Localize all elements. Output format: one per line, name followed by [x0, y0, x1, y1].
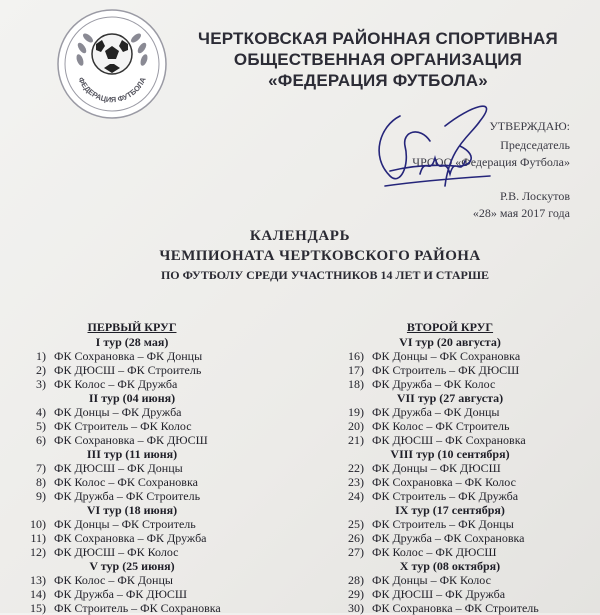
match-number: 6): [36, 433, 46, 447]
match-row: [22, 363, 272, 377]
match-number: 15): [30, 601, 46, 615]
match-row: [22, 545, 272, 559]
match-row: [22, 377, 272, 391]
match-number: 16): [348, 349, 364, 363]
tour-heading: III тур (11 июня): [86, 447, 178, 461]
tour-heading: VI тур (20 августа): [399, 335, 501, 349]
tour-heading: VII тур (27 августа): [396, 391, 504, 405]
match-teams: ФК Дружба – ФК Строитель: [54, 489, 201, 503]
approver-position: Председатель: [500, 138, 570, 152]
org-line-3: «ФЕДЕРАЦИЯ ФУТБОЛА»: [268, 71, 488, 90]
tour-heading: V тур (25 июня): [89, 559, 175, 573]
first-round-title: ПЕРВЫЙ КРУГ: [87, 320, 177, 334]
match-number: 19): [348, 405, 364, 419]
match-number: 30): [348, 601, 364, 615]
tour-heading: VIII тур (10 сентября): [390, 447, 510, 461]
match-number: 26): [348, 531, 364, 545]
match-number: 5): [36, 419, 46, 433]
second-round-title: ВТОРОЙ КРУГ: [406, 320, 494, 334]
match-teams: ФК Сохрановка – ФК Колос: [372, 475, 516, 489]
organization-name: [178, 28, 578, 91]
football-icon: [92, 34, 132, 74]
match-teams: ФК Колос – ФК Донцы: [54, 573, 173, 587]
second-round: [340, 320, 580, 615]
match-number: 24): [348, 489, 364, 503]
match-teams: ФК Дружба – ФК Сохрановка: [372, 531, 525, 545]
match-row: [22, 587, 272, 601]
tour-heading: VI тур (18 июня): [86, 503, 178, 517]
federation-logo: [56, 8, 168, 120]
match-number: 29): [348, 587, 364, 601]
match-teams: ФК Строитель – ФК Сохрановка: [54, 601, 221, 615]
match-number: 20): [348, 419, 364, 433]
org-line-1: ЧЕРТКОВСКАЯ РАЙОННАЯ СПОРТИВНАЯ: [198, 29, 558, 48]
title-line-1: КАЛЕНДАРЬ: [249, 228, 351, 244]
match-number: 14): [30, 587, 46, 601]
match-row: [22, 405, 272, 419]
approver-organization: ЧРСОО «Федерация Футбола»: [412, 155, 570, 169]
match-teams: ФК Дружба – ФК ДЮСШ: [54, 587, 188, 601]
match-number: 11): [30, 531, 46, 545]
approve-label: УТВЕРЖДАЮ:: [489, 119, 570, 133]
match-teams: ФК Донцы – ФК Колос: [372, 573, 491, 587]
first-round: [22, 320, 272, 615]
match-number: 25): [348, 517, 364, 531]
match-row: [22, 419, 272, 433]
match-number: 21): [348, 433, 364, 447]
match-number: 12): [30, 545, 46, 559]
title-line-3: ПО ФУТБОЛУ СРЕДИ УЧАСТНИКОВ 14 ЛЕТ И СТАРШЕ: [160, 268, 490, 282]
match-row: [340, 545, 580, 559]
match-row: [340, 587, 580, 601]
signature: [360, 86, 510, 216]
match-teams: ФК ДЮСШ – ФК Донцы: [54, 461, 183, 475]
match-teams: ФК Сохрановка – ФК Строитель: [372, 601, 539, 615]
match-number: 13): [30, 573, 46, 587]
tour-heading: II тур (04 июня): [88, 391, 176, 405]
match-teams: ФК Дружба – ФК Донцы: [372, 405, 500, 419]
match-number: 17): [348, 363, 364, 377]
match-row: [22, 349, 272, 363]
match-row: [340, 461, 580, 475]
match-number: 28): [348, 573, 364, 587]
match-teams: ФК Колос – ФК Дружба: [54, 377, 178, 391]
match-row: [22, 517, 272, 531]
document-title: [0, 227, 600, 284]
match-teams: ФК Сохрановка – ФК ДЮСШ: [54, 433, 208, 447]
tour-heading: I тур (28 мая): [95, 335, 169, 349]
match-number: 23): [348, 475, 364, 489]
match-teams: ФК Донцы – ФК Дружба: [54, 405, 182, 419]
match-row: [340, 419, 580, 433]
match-row: [22, 489, 272, 503]
match-teams: ФК Дружба – ФК Колос: [372, 377, 496, 391]
match-teams: ФК Донцы – ФК Строитель: [54, 517, 196, 531]
match-row: [340, 405, 580, 419]
match-teams: ФК ДЮСШ – ФК Сохрановка: [372, 433, 526, 447]
match-row: [340, 475, 580, 489]
match-teams: ФК Строитель – ФК Донцы: [372, 517, 514, 531]
match-teams: ФК Донцы – ФК ДЮСШ: [372, 461, 501, 475]
match-number: 8): [36, 475, 46, 489]
match-row: [340, 517, 580, 531]
match-row: [340, 573, 580, 587]
match-teams: ФК Донцы – ФК Сохрановка: [372, 349, 521, 363]
match-number: 4): [36, 405, 46, 419]
logo-text: ФЕДЕРАЦИЯ ФУТБОЛА: [76, 75, 148, 105]
match-row: [340, 349, 580, 363]
match-teams: ФК ДЮСШ – ФК Строитель: [54, 363, 202, 377]
match-teams: ФК Сохрановка – ФК Дружба: [54, 531, 207, 545]
approver-name: Р.В. Лоскутов: [499, 189, 570, 203]
match-teams: ФК ДЮСШ – ФК Дружба: [372, 587, 506, 601]
match-number: 1): [36, 349, 46, 363]
match-row: [340, 489, 580, 503]
match-row: [340, 363, 580, 377]
match-row: [22, 531, 272, 545]
approval-date: «28» мая 2017 года: [472, 206, 570, 220]
match-teams: ФК Колос – ФК ДЮСШ: [372, 545, 497, 559]
match-teams: ФК Колос – ФК Сохрановка: [54, 475, 198, 489]
tour-heading: IX тур (17 сентября): [395, 503, 505, 517]
match-row: [22, 573, 272, 587]
match-number: 7): [36, 461, 46, 475]
tour-heading: X тур (08 октября): [399, 559, 501, 573]
match-row: [22, 475, 272, 489]
match-number: 9): [36, 489, 46, 503]
match-teams: ФК Колос – ФК Строитель: [372, 419, 510, 433]
title-line-2: ЧЕМПИОНАТА ЧЕРТКОВСКОГО РАЙОНА: [159, 248, 481, 264]
match-teams: ФК Сохрановка – ФК Донцы: [54, 349, 203, 363]
match-number: 27): [348, 545, 364, 559]
match-teams: ФК ДЮСШ – ФК Колос: [54, 545, 179, 559]
match-row: [22, 433, 272, 447]
match-number: 22): [348, 461, 364, 475]
match-number: 3): [36, 377, 46, 391]
match-row: [340, 377, 580, 391]
org-line-2: ОБЩЕСТВЕННАЯ ОРГАНИЗАЦИЯ: [233, 50, 523, 69]
match-number: 10): [30, 517, 46, 531]
match-row: [340, 433, 580, 447]
match-number: 18): [348, 377, 364, 391]
match-row: [340, 531, 580, 545]
match-number: 2): [36, 363, 46, 377]
match-teams: ФК Строитель – ФК ДЮСШ: [372, 363, 520, 377]
match-teams: ФК Строитель – ФК Колос: [54, 419, 192, 433]
match-row: [22, 461, 272, 475]
match-teams: ФК Строитель – ФК Дружба: [372, 489, 519, 503]
